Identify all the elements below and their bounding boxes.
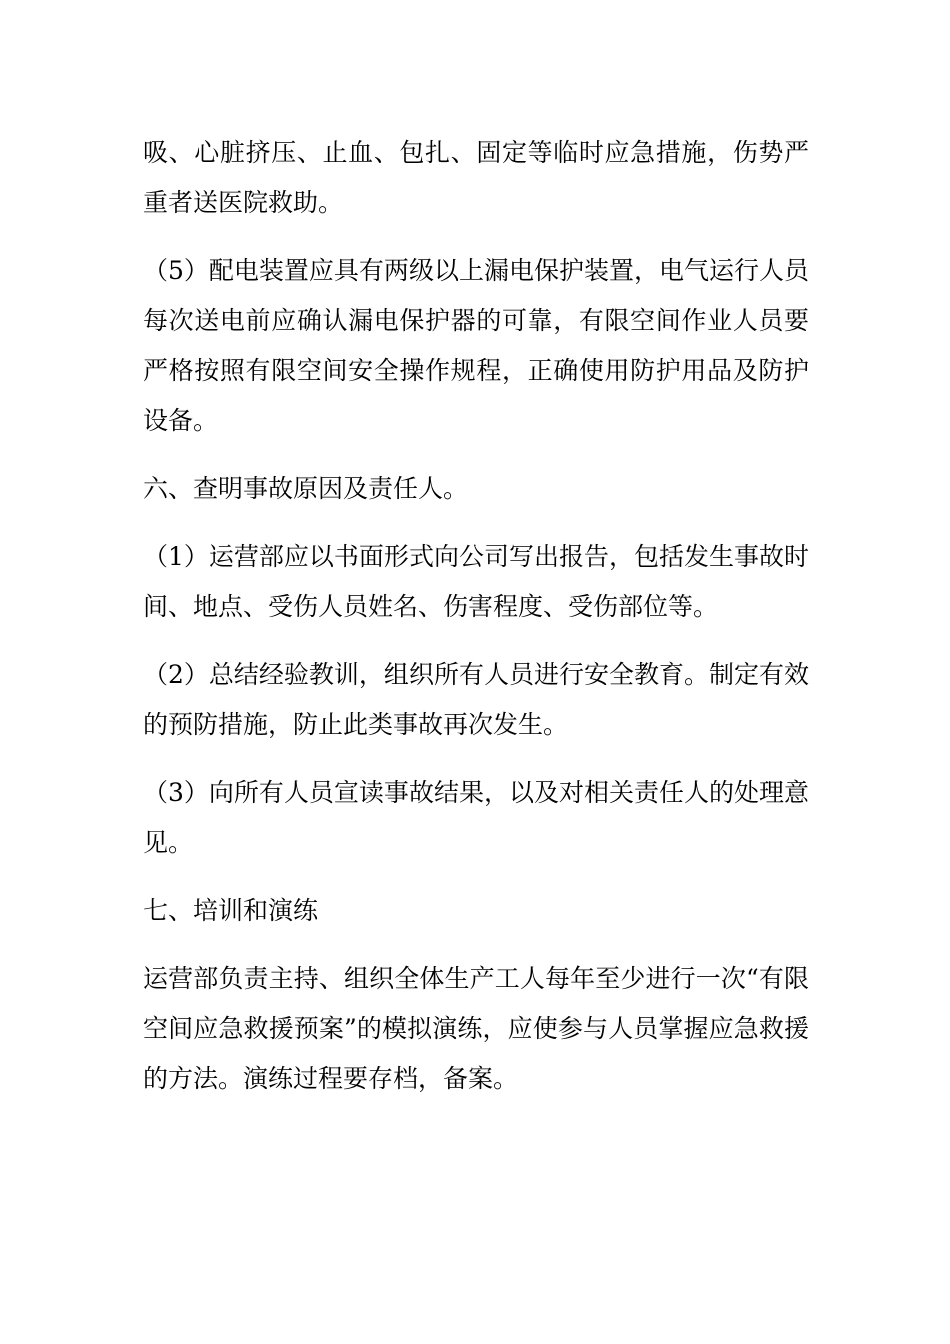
paragraph-item-2-lessons: （2）总结经验教训，组织所有人员进行安全教育。制定有效的预防措施，防止此类事故再次发生。 <box>143 660 809 739</box>
paragraph-training-drill: 运营部负责主持、组织全体生产工人每年至少进行一次“有限空间应急救援预案”的模拟演练，应使参与人员掌握应急救援的方法。演练过程要存档，备案。 <box>143 964 809 1093</box>
section-heading-7: 七、培训和演练 <box>143 896 319 925</box>
paragraph-first-aid-continued: 吸、心脏挤压、止血、包扎、固定等临时应急措施，伤势严重者送医院救助。 <box>143 138 809 217</box>
document-page <box>143 128 809 1104</box>
section-heading-6: 六、查明事故原因及责任人。 <box>143 474 469 503</box>
paragraph-item-5-electrical-protection: （5）配电装置应具有两级以上漏电保护装置，电气运行人员每次送电前应确认漏电保护器的可靠，有限空间作业人员要严格按照有限空间安全操作规程，正确使用防护用品及防护设备。 <box>143 256 809 435</box>
paragraph-item-3-announce: （3）向所有人员宣读事故结果，以及对相关责任人的处理意见。 <box>143 778 809 857</box>
paragraph-item-1-report: （1）运营部应以书面形式向公司写出报告，包括发生事故时间、地点、受伤人员姓名、伤害程度、受伤部位等。 <box>143 542 809 621</box>
